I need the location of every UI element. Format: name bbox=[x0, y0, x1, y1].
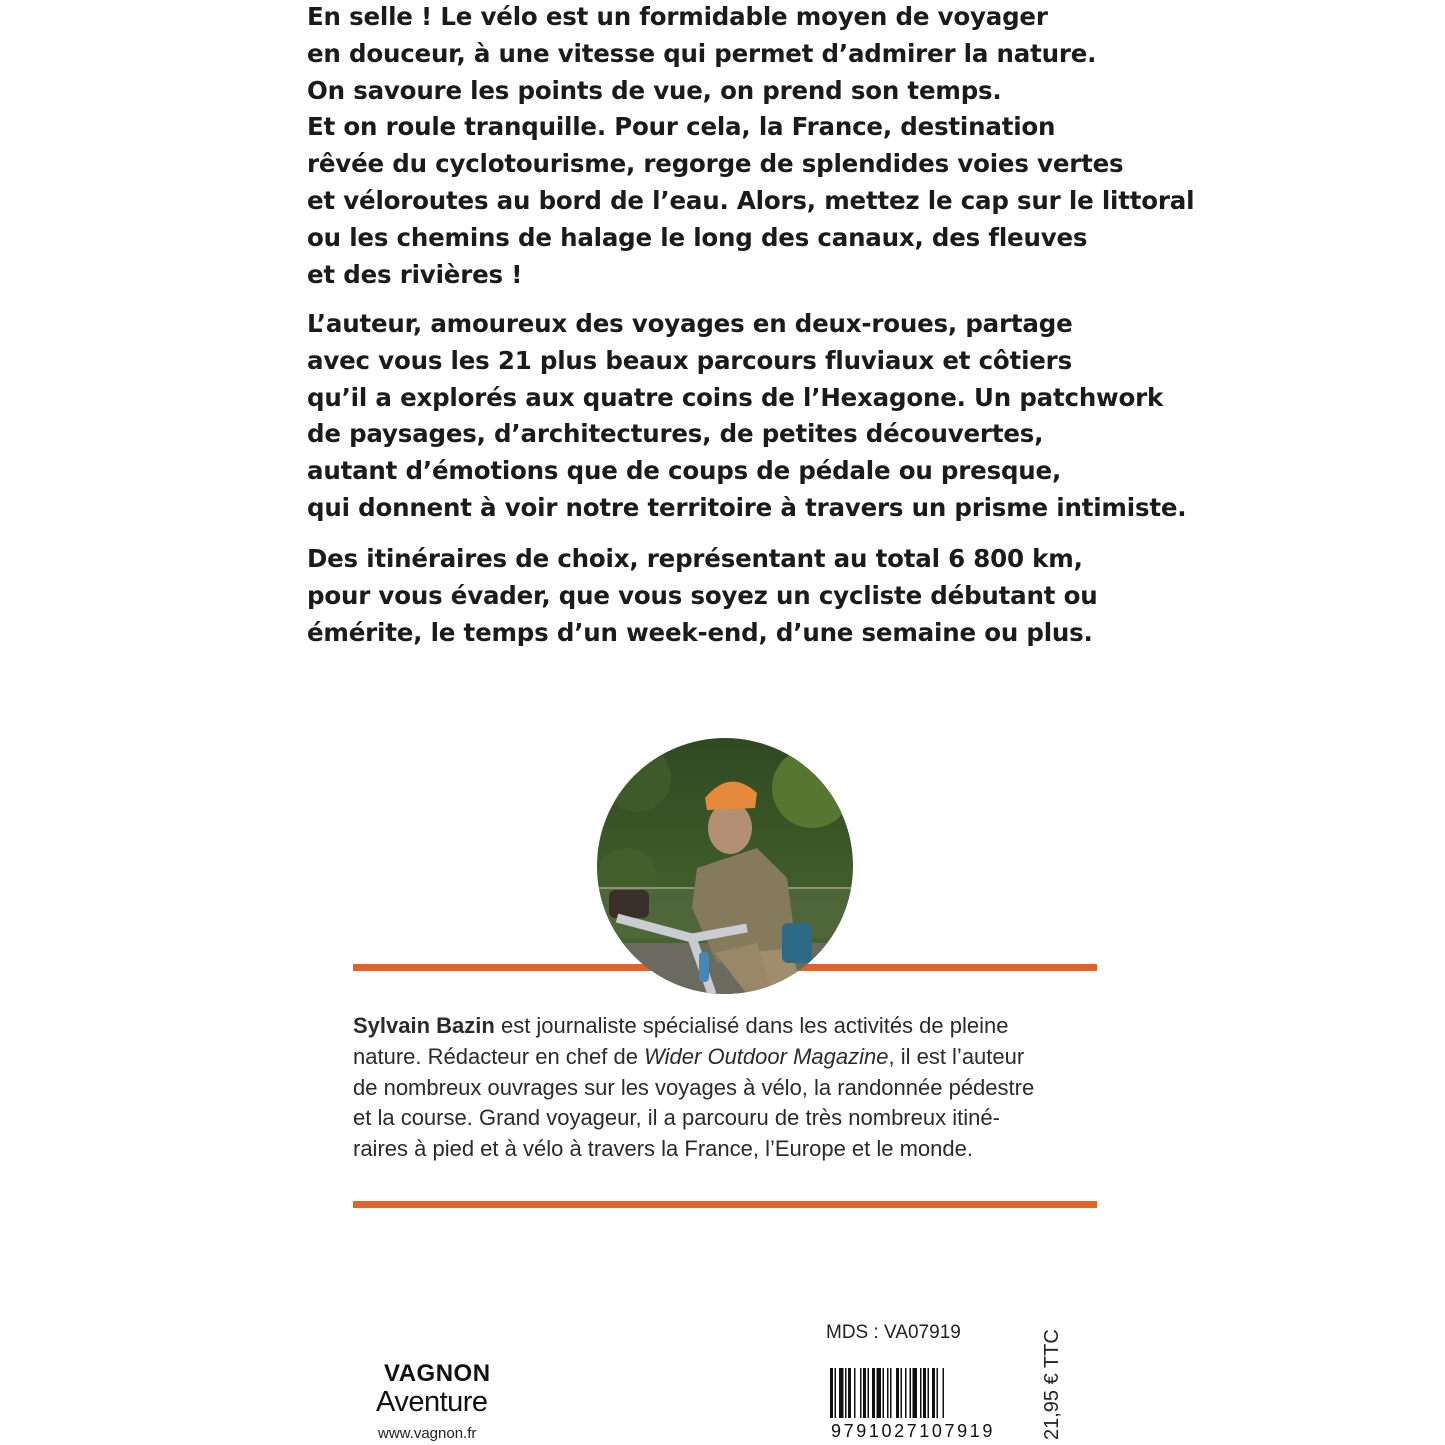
bio-line-3: de nombreux ouvrages sur les voyages à vélo, la randonnée pédestre bbox=[353, 1074, 1035, 1100]
blurb-line: qui donnent à voir notre territoire à travers un prisme intimiste. bbox=[307, 492, 1187, 522]
bio-line-2 bbox=[353, 1042, 1099, 1073]
blurb-line: qu’il a explorés aux quatre coins de l’Hexagone. Un patchwork bbox=[307, 382, 1164, 412]
blurb-line: En selle ! Le vélo est un formidable moyen de voyager bbox=[307, 2, 1048, 31]
mds-code: MDS : VA07919 bbox=[826, 1322, 961, 1343]
publisher-collection: Aventure bbox=[376, 1386, 488, 1418]
publisher-name: VAGNON bbox=[384, 1360, 491, 1387]
blurb-line: autant d’émotions que de coups de pédale ou presque, bbox=[307, 456, 1062, 486]
blurb-paragraph-3 bbox=[307, 541, 1097, 651]
bio-text: est journaliste spécialisé dans les activités de pleine bbox=[494, 1013, 1009, 1038]
blurb-line: L’auteur, amoureux des voyages en deux-roues, partage bbox=[307, 309, 1073, 338]
barcode-digits: 9791027107919 bbox=[820, 1418, 1006, 1445]
blurb-line: rêvée du cyclotourisme, regorge de splendides voies vertes bbox=[307, 149, 1124, 179]
blurb-line: émérite, le temps d’un week-end, d’une semaine ou plus. bbox=[307, 617, 1093, 647]
blurb-line: Des itinéraires de choix, représentant au total 6 800 km, bbox=[307, 544, 1083, 573]
author-portrait-illustration bbox=[597, 738, 853, 994]
bio-line-1 bbox=[353, 1011, 1099, 1042]
blurb-line: en douceur, à une vitesse qui permet d’admirer la nature. bbox=[307, 38, 1097, 68]
blurb-line: On savoure les points de vue, on prend son temps. bbox=[307, 75, 1002, 105]
blurb-line: et des rivières ! bbox=[307, 259, 523, 289]
bio-line-4: et la course. Grand voyageur, il a parcouru de très nombreux itiné- bbox=[353, 1105, 1000, 1131]
blurb-line: avec vous les 21 plus beaux parcours fluviaux et côtiers bbox=[307, 345, 1072, 375]
blurb-line: pour vous évader, que vous soyez un cycliste débutant ou bbox=[307, 580, 1098, 610]
blurb-line: ou les chemins de halage le long des canaux, des fleuves bbox=[307, 222, 1088, 252]
author-name: Sylvain Bazin bbox=[353, 1013, 495, 1038]
blurb-line: de paysages, d’architectures, de petites découvertes, bbox=[307, 419, 1044, 449]
publisher-logo bbox=[376, 1361, 506, 1445]
bio-text: , il est l’auteur bbox=[888, 1043, 1025, 1069]
magazine-title: Wider Outdoor Magazine bbox=[644, 1043, 889, 1069]
bio-line-5: raires à pied et à vélo à travers la France, l’Europe et le monde. bbox=[353, 1136, 973, 1162]
orange-divider-bottom bbox=[353, 1201, 1097, 1208]
blurb-paragraph-1 bbox=[307, 0, 1194, 293]
blurb-line: et véloroutes au bord de l’eau. Alors, mettez le cap sur le littoral bbox=[307, 185, 1195, 215]
blurb-line: Et on roule tranquille. Pour cela, la France, destination bbox=[307, 112, 1056, 142]
price-label: 21,95 € TTC bbox=[1041, 1329, 1063, 1440]
author-bio bbox=[353, 1011, 1099, 1165]
publisher-url[interactable]: www.vagnon.fr bbox=[378, 1425, 477, 1442]
blurb-paragraph-2 bbox=[307, 306, 1186, 527]
author-portrait bbox=[597, 738, 853, 994]
bio-text: nature. Rédacteur en chef de bbox=[353, 1043, 645, 1069]
